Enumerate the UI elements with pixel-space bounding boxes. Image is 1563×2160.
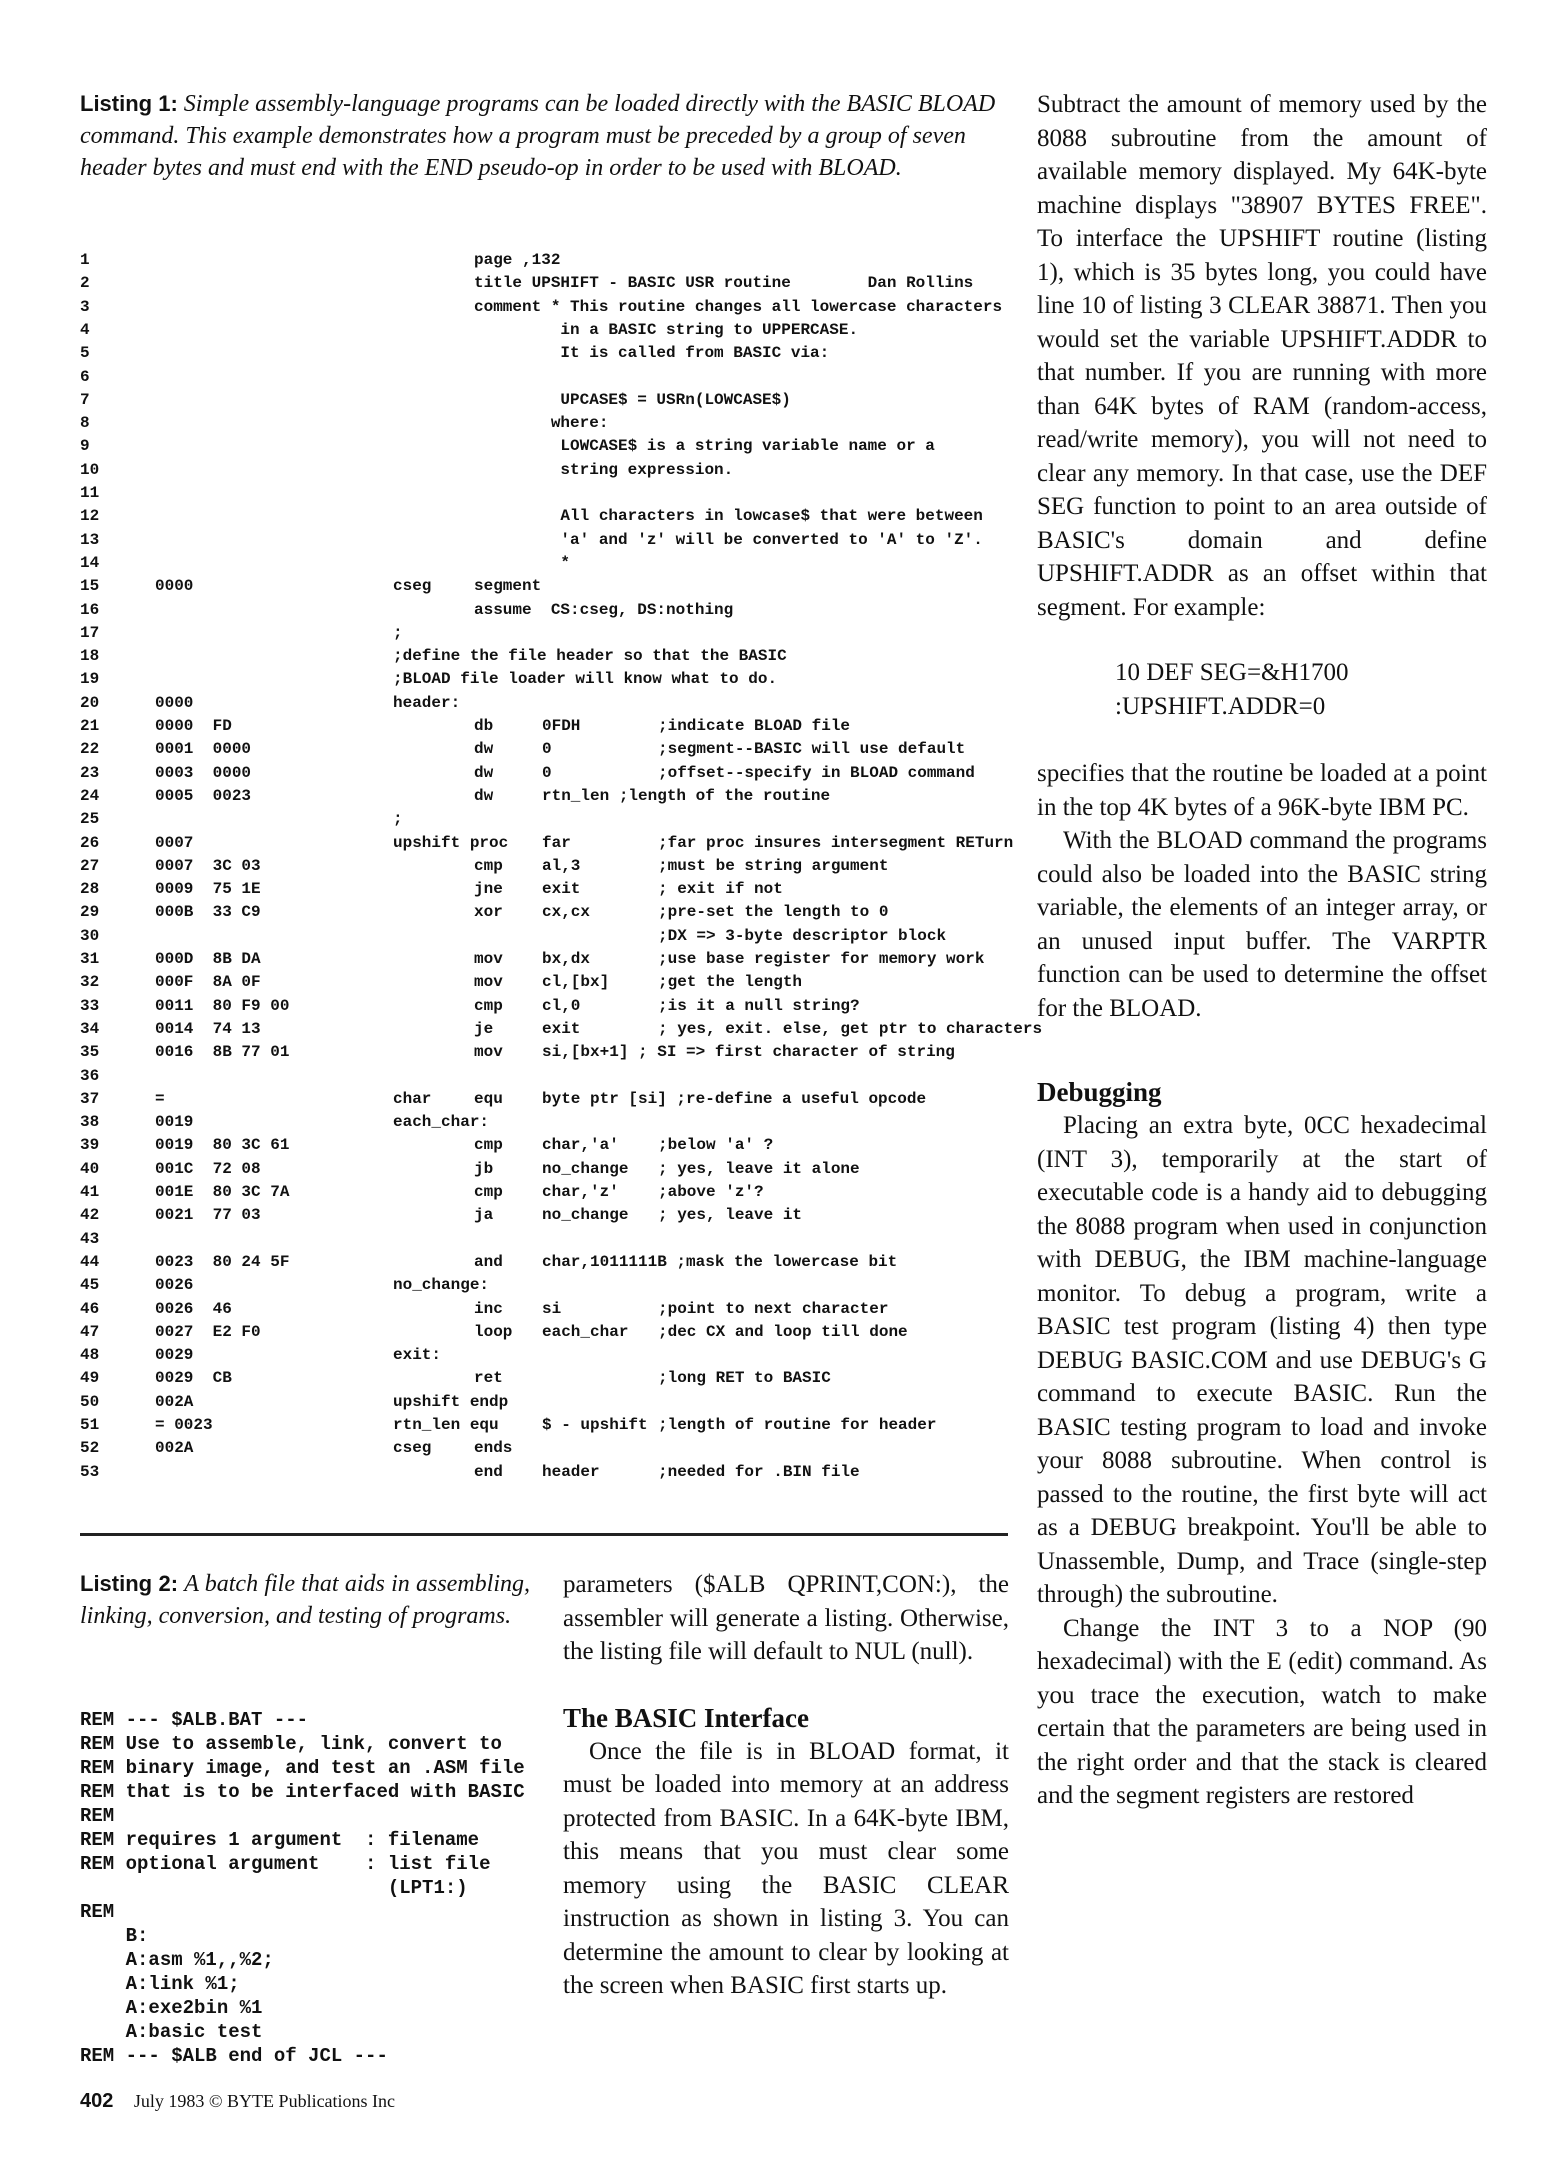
listing2-line: (LPT1:) (80, 1877, 468, 1899)
listing1-n: 46 (80, 1299, 100, 1318)
listing1-cmt: ;indicate BLOAD file (658, 717, 851, 735)
listing1-lbl: cseg (393, 1439, 432, 1458)
listing1-op: string expression. (474, 460, 734, 479)
listing1-cmt: ;below 'a' ? (658, 1136, 774, 1155)
listing2-line: B: (80, 1925, 149, 1947)
listing1-n: 35 (80, 1043, 100, 1062)
listing1-addr: 0003 0000 (155, 763, 252, 782)
listing1-addr: 0014 74 13 (155, 1019, 261, 1038)
listing2-line: A:exe2bin %1 (80, 1997, 263, 2019)
listing1-op: It is called from BASIC via: (474, 344, 830, 363)
listing2-line: A:link %1; (80, 1973, 240, 1995)
listing1-addr: 002A (155, 1439, 194, 1458)
listing1-caption-text: Simple assembly-language programs can be loaded directly with the BASIC BLOAD command. This example demonstrates how a program must be preceded by a group of seven header bytes and must end with the END pseudo-op in order to be used with BLOAD. (80, 91, 996, 181)
middle-column (563, 1568, 1009, 2003)
listing1-n: 4 (80, 320, 90, 339)
listing1-cmt: ;above 'z'? (658, 1183, 764, 1201)
listing1-n: 12 (80, 507, 100, 526)
listing1-op: assume CS:cseg, DS:nothing (474, 600, 734, 619)
right-paragraph-4: Placing an extra byte, 0CC hexadecimal (INT 3), temporarily at the start of executable code is a handy aid to debugging the 8088 program when used in conjunction with DEBUG, the IBM machine-language monitor. To debug a program, write a BASIC test program (listing 4) then type DEBUG BASIC.COM and use DEBUG's G command to execute BASIC. Run the BASIC testing program to load and invoke your 8088 subroutine. When control is passed to the routine, the first byte will act as a DEBUG breakpoint. You'll be able to Unassemble, Dump, and Trace (single-step through) the subroutine. (1037, 1112, 1487, 1608)
listing1-lbl: ;BLOAD file loader will know what to do. (393, 670, 778, 689)
listing1-n: 22 (80, 740, 100, 759)
listing1-arg: no_change (542, 1159, 629, 1178)
listing1-addr: 0011 80 F9 00 (155, 996, 290, 1015)
listing1-cmt: ;get the length (658, 973, 803, 992)
listing2-line: REM binary image, and test an .ASM file (80, 1757, 525, 1779)
listing1-cmt: ;pre-set the length to 0 (658, 903, 889, 922)
listing1-op: mov (474, 973, 503, 992)
listing1-cmt: ; exit if not (658, 880, 783, 899)
listing1-n: 43 (80, 1229, 100, 1248)
listing1-addr: 0000 (155, 693, 194, 712)
listing1-n: 13 (80, 530, 100, 549)
listing1-op: and (474, 1252, 503, 1271)
listing1-op: equ (474, 1089, 503, 1108)
listing1-op: inc (474, 1299, 503, 1318)
listing1-addr: 0005 0023 (155, 786, 252, 805)
listing1-lbl: no_change: (393, 1276, 490, 1295)
listing1-n: 24 (80, 786, 100, 805)
listing1-op: LOWCASE$ is a string variable name or a (474, 437, 935, 456)
listing2-caption (80, 1568, 530, 1632)
listing1-n: 28 (80, 880, 100, 899)
listing1-op: cmp (474, 996, 503, 1015)
listing1-n: 42 (80, 1206, 100, 1225)
listing1-lbl: upshift proc (393, 833, 509, 852)
listing1-cmt: ;length of routine for header (658, 1416, 937, 1434)
listing1-n: 51 (80, 1416, 100, 1434)
listing1-lbl: ;define the file header so that the BASIC (393, 647, 787, 666)
listing1-addr: 0001 0000 (155, 740, 252, 759)
right-paragraph-2: specifies that the routine be loaded at a point in the top 4K bytes of a 96K-byte IBM PC. (1037, 760, 1487, 821)
listing1-arg: rtn_len ;length of the routine (542, 786, 831, 805)
listing1-lbl: each_char: (393, 1113, 490, 1132)
listing1-n: 33 (80, 996, 100, 1015)
listing1-op: dw (474, 740, 494, 759)
listing1-n: 44 (80, 1252, 100, 1271)
right-paragraph-3: With the BLOAD command the programs could also be loaded into the BASIC string variable, the elements of an integer array, or an unused input buffer. The VARPTR function can be used to determine the offset for the BLOAD. (1037, 827, 1487, 1022)
listing1-n: 21 (80, 717, 100, 735)
listing1-addr: 001E 80 3C 7A (155, 1183, 290, 1201)
listing1-n: 50 (80, 1392, 100, 1411)
listing1-op: ends (474, 1439, 513, 1458)
listing1-addr: 0029 CB (155, 1369, 232, 1388)
listing1-arg: cl,[bx] (542, 973, 610, 992)
listing1-addr: 0000 (155, 577, 194, 596)
listing1-cmt: ;is it a null string? (658, 996, 860, 1015)
listing1-n: 32 (80, 973, 100, 992)
listing1-addr: 0023 80 24 5F (155, 1252, 290, 1271)
listing1-n: 5 (80, 344, 90, 363)
listing1-op: comment * This routine changes all lowercase characters (474, 297, 1003, 316)
listing2-line: REM --- $ALB.BAT --- (80, 1709, 309, 1731)
listing1-n: 27 (80, 856, 100, 875)
listing1-arg: each_char (542, 1322, 629, 1341)
heading-debugging: Debugging (1037, 1077, 1162, 1107)
listing1-arg: no_change (542, 1206, 629, 1225)
listing2-label: Listing 2: (80, 1571, 179, 1596)
listing1-op: jne (474, 880, 503, 899)
listing1-arg: bx,dx (542, 950, 591, 968)
listing2-line: REM --- $ALB end of JCL --- (80, 2045, 388, 2067)
right-paragraph-1: Subtract the amount of memory used by the 8088 subroutine from the amount of available memory displayed. My 64K-byte machine displays "38907 BYTES FREE". To interface the UPSHIFT routine (listing 1), which is 35 bytes long, you could have line 10 of listing 3 CLEAR 38871. Then you would set the variable UPSHIFT.ADDR to that number. If you are running with more than 64K bytes of RAM (random-access, read/write memory), you will not need to clear any memory. In that case, use the DEF SEG function to point to an area outside of BASIC's domain and define UPSHIFT.ADDR as an offset within that segment. For example: (1037, 91, 1487, 621)
listing2-line: REM optional argument : list file (80, 1853, 491, 1875)
listing1-lbl: header: (393, 693, 461, 712)
middle-paragraph-2: Once the file is in BLOAD format, it must be loaded into memory at an address protected from BASIC. In a 64K-byte IBM, this means that you must clear some memory using the BASIC CLEAR instruction as shown in listing 3. You can determine the amount to clear by looking at the screen when BASIC first starts up. (563, 1737, 1009, 1999)
listing1-op: where: (474, 414, 609, 433)
listing1-op: All characters in lowcase$ that were between (474, 507, 983, 526)
listing1-n: 20 (80, 693, 100, 712)
listing1-n: 41 (80, 1183, 100, 1201)
listing1-op: title UPSHIFT - BASIC USR routine Dan Rollins (474, 274, 974, 293)
listing1-addr: 0016 8B 77 01 (155, 1043, 290, 1062)
listing1-lbl: ; (393, 623, 403, 642)
listing1-arg: si (542, 1299, 562, 1318)
listing1-op: je (474, 1019, 494, 1038)
listing1-cmt: ;long RET to BASIC (658, 1369, 831, 1388)
listing1-op: db (474, 717, 494, 735)
listing1-addr: 0019 80 3C 61 (155, 1136, 290, 1155)
listing1-code (80, 248, 1043, 1498)
listing1-cmt: ;must be string argument (658, 856, 889, 875)
listing1-op: ret (474, 1369, 503, 1388)
listing2-line: REM requires 1 argument : filename (80, 1829, 480, 1851)
listing1-lbl: upshift endp (393, 1392, 509, 1411)
listing1-n: 48 (80, 1346, 100, 1365)
listing1-op: jb (474, 1159, 494, 1178)
listing1-n: 2 (80, 274, 90, 293)
listing1-addr: = 0023 (155, 1416, 213, 1434)
code-example-line-1: 10 DEF SEG=&H1700 (1115, 659, 1349, 686)
listing1-n: 14 (80, 553, 100, 572)
listing1-addr: 0007 (155, 833, 194, 852)
listing1-cmt: ;far proc insures intersegment RETurn (658, 833, 1014, 852)
listing1-addr: 000B 33 C9 (155, 903, 261, 922)
listing1-op: 'a' and 'z' will be converted to 'A' to 'Z'. (474, 530, 983, 549)
listing1-op: ja (474, 1206, 494, 1225)
listing1-n: 38 (80, 1113, 100, 1132)
listing1-n: 49 (80, 1369, 100, 1388)
code-example (1115, 656, 1487, 723)
listing1-addr: 0009 75 1E (155, 880, 261, 899)
listing1-addr: 0026 (155, 1276, 194, 1295)
listing1-op: mov (474, 1043, 503, 1062)
listing1-n: 15 (80, 577, 100, 596)
listing1-arg: al,3 (542, 856, 581, 875)
listing1-n: 23 (80, 763, 100, 782)
listing1-cmt: ;dec CX and loop till done (658, 1322, 908, 1341)
listing1-n: 30 (80, 926, 100, 945)
listing1-n: 37 (80, 1089, 100, 1108)
listing1-arg: cx,cx (542, 903, 591, 922)
listing1-cmt: ; yes, exit. else, get ptr to characters (658, 1019, 1043, 1038)
listing1-op: cmp (474, 1183, 503, 1201)
listing2-line: REM (80, 1901, 115, 1923)
listing1-label: Listing 1: (80, 91, 178, 116)
listing1-op: UPCASE$ = USRn(LOWCASE$) (474, 390, 791, 409)
listing1-addr: 0029 (155, 1346, 194, 1365)
listing1-lbl: cseg (393, 577, 432, 596)
listing1-op: segment (474, 577, 542, 596)
listing1-n: 17 (80, 623, 100, 642)
listing1-op: * (474, 553, 571, 572)
listing1-arg: $ - upshift (542, 1416, 648, 1434)
listing1-op: dw (474, 763, 494, 782)
listing1-n: 45 (80, 1276, 100, 1295)
listing1-lbl: char (393, 1089, 432, 1108)
listing1-op: cmp (474, 1136, 503, 1155)
listing1-cmt: ; yes, leave it (658, 1206, 803, 1225)
listing1-op: mov (474, 950, 503, 968)
page-footer (80, 2090, 395, 2113)
heading-basic-interface: The BASIC Interface (563, 1702, 809, 1733)
listing2-line: REM that is to be interfaced with BASIC (80, 1781, 525, 1803)
listing1-n: 10 (80, 460, 100, 479)
listing1-addr: 0027 E2 F0 (155, 1322, 261, 1341)
listing1-cmt: ;use base register for memory work (658, 950, 985, 968)
listing1-cmt: ;DX => 3-byte descriptor block (658, 926, 947, 945)
listing1-cmt: ;point to next character (658, 1299, 889, 1318)
listing1-addr: 0000 FD (155, 717, 232, 735)
listing1-lbl: exit: (393, 1346, 442, 1365)
listing1-arg: far (542, 833, 571, 852)
listing1-n: 34 (80, 1019, 100, 1038)
listing1-addr: = (155, 1089, 165, 1108)
listing1-n: 25 (80, 810, 100, 829)
listing2-line: REM (80, 1805, 115, 1827)
code-example-line-2: :UPSHIFT.ADDR=0 (1115, 692, 1326, 720)
listing1-addr: 0019 (155, 1113, 194, 1132)
listing1-n: 19 (80, 670, 100, 689)
listing1-n: 6 (80, 367, 90, 386)
listing1-n: 47 (80, 1322, 100, 1341)
page-number: 402 (80, 2090, 114, 2112)
listing1-arg: 0 (542, 763, 552, 782)
listing1-n: 8 (80, 414, 90, 433)
listing1-op: xor (474, 903, 503, 922)
listing1-arg: si,[bx+1] ; SI => first character of string (542, 1043, 955, 1062)
listing1-n: 11 (80, 484, 100, 502)
listing1-arg: 0 (542, 740, 552, 759)
listing1-addr: 000D 8B DA (155, 950, 261, 968)
listing2-line: REM Use to assemble, link, convert to (80, 1733, 502, 1755)
listing1-n: 9 (80, 437, 90, 456)
listing1-n: 31 (80, 950, 100, 968)
listing1-op: end (474, 1462, 503, 1481)
listing1-n: 16 (80, 600, 100, 619)
listing1-addr: 001C 72 08 (155, 1159, 261, 1178)
listing1-addr: 002A (155, 1392, 194, 1411)
listing1-arg: char,1011111B ;mask the lowercase bit (542, 1252, 898, 1271)
listing2-caption-text: A batch file that aids in assembling, linking, conversion, and testing of programs. (80, 1571, 530, 1629)
listing1-n: 29 (80, 903, 100, 922)
listing2-code (80, 1708, 550, 2068)
listing1-addr: 000F 8A 0F (155, 973, 261, 992)
listing1-cmt: ;offset--specify in BLOAD command (658, 763, 975, 782)
listing1-cmt: ;needed for .BIN file (658, 1462, 860, 1481)
listing2-line: A:basic test (80, 2021, 263, 2043)
listing1-op: page ,132 (474, 251, 561, 269)
listing1-n: 39 (80, 1136, 100, 1155)
right-column (1037, 88, 1487, 1813)
middle-paragraph-1: parameters ($ALB QPRINT,CON:), the assembler will generate a listing. Otherwise, the listing file will default to NUL (null). (563, 1571, 1009, 1665)
right-paragraph-5: Change the INT 3 to a NOP (90 hexadecimal) with the E (edit) command. As you trace the execution, watch to make certain that the parameters are being used in the right order and that the stack is cleared and the segment registers are restored (1037, 1614, 1487, 1809)
listing1-arg: exit (542, 1019, 581, 1038)
listing1-addr: 0007 3C 03 (155, 856, 261, 875)
listing1-arg: char,'z' (542, 1183, 619, 1201)
listing1-n: 26 (80, 833, 100, 852)
listing1-op: loop (474, 1322, 513, 1341)
listing1-caption (80, 88, 1010, 184)
listing1-n: 36 (80, 1066, 100, 1085)
listing1-n: 7 (80, 390, 90, 409)
listing1-cmt: ; yes, leave it alone (658, 1159, 860, 1178)
listing1-arg: exit (542, 880, 581, 899)
listing1-lbl: rtn_len equ (393, 1416, 499, 1434)
listing1-n: 53 (80, 1462, 100, 1481)
listing1-lbl: ; (393, 810, 403, 829)
listing1-arg: cl,0 (542, 996, 581, 1015)
listing1-arg: char,'a' (542, 1136, 619, 1155)
listing1-n: 52 (80, 1439, 100, 1458)
listing1-op: in a BASIC string to UPPERCASE. (474, 320, 859, 339)
listing1-arg: 0FDH (542, 717, 581, 735)
listing1-addr: 0021 77 03 (155, 1206, 261, 1225)
footer-publication: July 1983 © BYTE Publications Inc (133, 2091, 396, 2111)
listing1-addr: 0026 46 (155, 1299, 232, 1318)
listing1-op: dw (474, 786, 494, 805)
listing1-arg: header (542, 1462, 600, 1481)
listing1-arg: byte ptr [si] ;re-define a useful opcode (542, 1089, 927, 1108)
listing1-n: 40 (80, 1159, 100, 1178)
listing1-cmt: ;segment--BASIC will use default (658, 740, 966, 759)
listing1-n: 18 (80, 647, 100, 666)
listing1-n: 3 (80, 297, 90, 316)
listing1-op: cmp (474, 856, 503, 875)
listing2-line: A:asm %1,,%2; (80, 1949, 274, 1971)
listing-divider (80, 1533, 1008, 1536)
listing1-n: 1 (80, 251, 90, 269)
